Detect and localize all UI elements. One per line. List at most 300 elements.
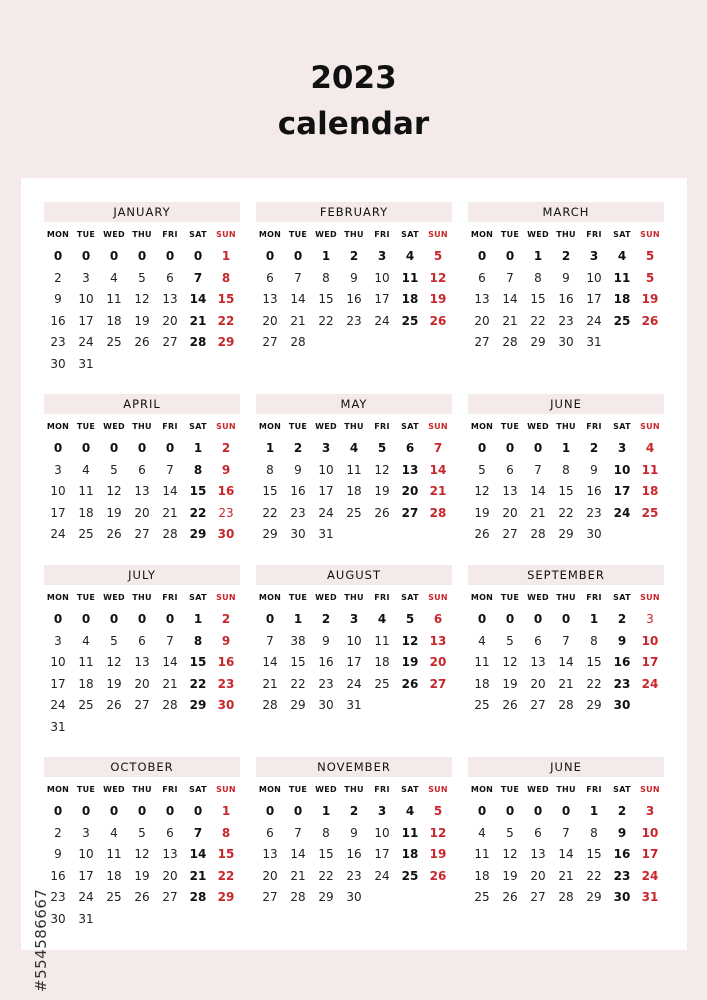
day-cell: 14 — [502, 292, 518, 306]
day-cell — [212, 909, 240, 931]
weekday-label: SUN — [428, 593, 448, 602]
week-row — [256, 674, 452, 696]
day-cell: 27 — [474, 335, 490, 349]
weekday-label: SUN — [428, 785, 448, 794]
weekday-label: FRI — [162, 422, 178, 431]
weekday-row — [468, 420, 664, 434]
day-cell: 2 — [321, 612, 331, 626]
week-row — [468, 695, 664, 717]
day-cell: 1 — [193, 612, 203, 626]
week-row — [44, 609, 240, 631]
day-cell: 17 — [374, 292, 390, 306]
day-cell: 11 — [374, 633, 390, 648]
weekday-label: MON — [470, 593, 494, 602]
day-cell: 0 — [81, 804, 91, 818]
day-cell: 24 — [346, 676, 362, 691]
day-cell: 5 — [645, 270, 655, 285]
day-cell: 27 — [530, 698, 546, 712]
day-cell: 5 — [377, 441, 387, 455]
day-cell: 29 — [217, 890, 235, 904]
day-cell: 21 — [502, 313, 518, 328]
day-cell: 13 — [474, 292, 490, 306]
weekday-label: THU — [556, 230, 576, 239]
weekday-label: WED — [315, 785, 337, 794]
day-cell: 12 — [134, 292, 150, 306]
day-cell: 0 — [293, 249, 303, 263]
day-cell — [368, 695, 396, 717]
week-row — [468, 801, 664, 823]
day-cell: 27 — [429, 676, 447, 691]
week-row — [468, 823, 664, 845]
day-cell: 29 — [290, 698, 306, 712]
month-block — [44, 394, 240, 546]
week-row — [468, 866, 664, 888]
month-block — [468, 394, 664, 546]
day-cell: 20 — [162, 868, 178, 883]
day-cell: 25 — [106, 890, 122, 904]
weekday-label: THU — [132, 230, 152, 239]
day-cell: 0 — [165, 804, 175, 818]
day-cell: 9 — [590, 462, 598, 477]
day-cell: 1 — [221, 804, 231, 818]
day-cell: 15 — [217, 292, 235, 306]
day-cell: 10 — [641, 825, 659, 840]
weekday-row — [44, 420, 240, 434]
week-row — [44, 354, 240, 376]
day-cell: 15 — [586, 847, 602, 861]
day-cell: 28 — [290, 890, 306, 904]
weekday-label: WED — [103, 785, 125, 794]
day-cell: 5 — [138, 270, 146, 285]
week-row — [468, 481, 664, 503]
day-cell: 30 — [586, 527, 602, 541]
week-row — [44, 866, 240, 888]
day-cell: 17 — [78, 313, 94, 328]
day-cell: 31 — [50, 719, 66, 734]
day-cell: 19 — [134, 868, 150, 883]
weekday-label: FRI — [586, 785, 602, 794]
day-cell: 0 — [533, 612, 543, 626]
day-cell: 29 — [262, 527, 278, 541]
day-cell — [212, 717, 240, 739]
day-cell: 6 — [433, 612, 443, 626]
weekday-label: FRI — [586, 593, 602, 602]
week-row — [44, 332, 240, 354]
week-row — [256, 332, 452, 354]
day-cell — [128, 717, 156, 739]
weekday-label: FRI — [162, 230, 178, 239]
weekday-label: MON — [258, 593, 282, 602]
day-cell: 10 — [318, 462, 334, 477]
month-name: NOVEMBER — [256, 757, 452, 777]
day-cell — [184, 354, 212, 376]
day-cell: 0 — [533, 804, 543, 818]
day-cell: 0 — [53, 249, 63, 263]
weekday-row — [256, 591, 452, 605]
week-row — [256, 823, 452, 845]
day-cell: 19 — [502, 868, 518, 883]
day-cell: 20 — [262, 868, 278, 883]
day-cell: 0 — [109, 804, 119, 818]
weekday-row — [468, 783, 664, 797]
day-cell: 38 — [290, 633, 306, 648]
day-cell: 29 — [558, 527, 574, 541]
day-cell — [312, 332, 340, 354]
day-cell: 8 — [322, 825, 330, 840]
day-cell: 3 — [54, 633, 62, 648]
weekday-label: SAT — [613, 785, 631, 794]
day-cell: 2 — [349, 249, 359, 263]
day-cell: 8 — [266, 462, 274, 477]
day-cell: 11 — [78, 484, 94, 498]
month-block — [468, 757, 664, 909]
day-cell: 4 — [110, 825, 118, 840]
day-cell: 26 — [474, 527, 490, 541]
day-cell: 19 — [641, 292, 659, 306]
day-cell: 13 — [162, 847, 178, 861]
day-cell: 13 — [401, 462, 419, 477]
day-cell: 19 — [429, 847, 447, 861]
weekday-label: SUN — [640, 785, 660, 794]
weekday-label: SUN — [640, 593, 660, 602]
day-cell: 16 — [613, 655, 631, 669]
day-cell: 6 — [266, 270, 274, 285]
weekday-row — [44, 783, 240, 797]
month-block — [256, 757, 452, 909]
day-cell: 25 — [613, 313, 631, 328]
weekday-label: MON — [46, 422, 70, 431]
week-row — [256, 481, 452, 503]
weekday-label: MON — [258, 785, 282, 794]
week-row — [44, 268, 240, 290]
day-cell: 0 — [265, 249, 275, 263]
day-cell: 29 — [586, 698, 602, 712]
day-cell: 12 — [374, 462, 390, 477]
day-cell: 0 — [477, 249, 487, 263]
weekday-label: TUE — [76, 230, 96, 239]
day-cell: 27 — [134, 527, 150, 541]
day-cell: 15 — [217, 847, 235, 861]
day-cell: 6 — [166, 825, 174, 840]
day-cell: 30 — [217, 698, 235, 712]
weekday-row — [468, 228, 664, 242]
weekday-label: THU — [344, 422, 364, 431]
weekday-label: FRI — [586, 230, 602, 239]
week-row — [256, 289, 452, 311]
day-cell: 23 — [613, 676, 631, 691]
day-cell: 9 — [54, 292, 62, 306]
day-cell: 26 — [641, 313, 659, 328]
day-cell: 21 — [290, 868, 306, 883]
day-cell: 16 — [318, 655, 334, 669]
weekday-label: SUN — [428, 422, 448, 431]
day-cell: 1 — [193, 441, 203, 455]
weekday-label: SAT — [401, 593, 419, 602]
day-cell — [128, 354, 156, 376]
day-cell: 0 — [165, 441, 175, 455]
day-cell: 15 — [189, 484, 207, 498]
day-cell: 25 — [78, 527, 94, 541]
day-cell — [184, 909, 212, 931]
day-cell: 18 — [78, 676, 94, 691]
day-cell: 16 — [217, 655, 235, 669]
day-cell: 18 — [474, 676, 490, 691]
weekday-label: THU — [132, 593, 152, 602]
day-cell: 13 — [162, 292, 178, 306]
day-cell: 0 — [533, 441, 543, 455]
day-cell: 30 — [290, 527, 306, 541]
day-cell: 15 — [530, 292, 546, 306]
week-row — [44, 481, 240, 503]
week-row — [44, 823, 240, 845]
weekday-label: THU — [344, 593, 364, 602]
day-cell: 10 — [374, 825, 390, 840]
day-cell: 28 — [262, 698, 278, 712]
day-cell: 21 — [429, 484, 447, 498]
day-cell — [72, 717, 100, 739]
day-cell: 4 — [617, 249, 627, 263]
day-cell: 25 — [374, 676, 390, 691]
day-cell: 4 — [82, 462, 90, 477]
day-cell: 26 — [401, 676, 419, 691]
day-cell: 7 — [433, 441, 443, 455]
day-cell: 8 — [590, 825, 598, 840]
day-cell: 23 — [290, 505, 306, 520]
week-row — [468, 844, 664, 866]
week-row — [468, 503, 664, 525]
day-cell: 31 — [641, 890, 659, 904]
day-cell: 14 — [189, 847, 207, 861]
day-cell: 14 — [290, 847, 306, 861]
day-cell: 2 — [221, 441, 231, 455]
day-cell: 27 — [162, 890, 178, 904]
day-cell: 6 — [506, 462, 514, 477]
week-row — [256, 503, 452, 525]
weekday-label: SUN — [216, 785, 236, 794]
weekday-label: SUN — [640, 422, 660, 431]
weekday-row — [256, 420, 452, 434]
day-cell: 25 — [346, 505, 362, 520]
day-cell: 17 — [641, 655, 659, 669]
day-cell: 2 — [293, 441, 303, 455]
month-block — [468, 565, 664, 717]
day-cell: 12 — [474, 484, 490, 498]
day-cell: 11 — [613, 270, 631, 285]
day-cell — [608, 332, 636, 354]
week-row — [44, 909, 240, 931]
week-row — [256, 695, 452, 717]
day-cell: 15 — [586, 655, 602, 669]
day-cell: 24 — [78, 335, 94, 349]
day-cell: 22 — [217, 868, 235, 883]
day-cell: 6 — [266, 825, 274, 840]
day-cell: 24 — [374, 313, 390, 328]
day-cell: 15 — [262, 484, 278, 498]
day-cell: 19 — [106, 505, 122, 520]
day-cell: 30 — [217, 527, 235, 541]
day-cell: 3 — [321, 441, 331, 455]
day-cell: 8 — [562, 462, 570, 477]
day-cell: 14 — [189, 292, 207, 306]
day-cell: 6 — [138, 633, 146, 648]
day-cell: 20 — [162, 313, 178, 328]
week-row — [44, 438, 240, 460]
day-cell: 4 — [478, 633, 486, 648]
weekday-label: TUE — [288, 422, 308, 431]
week-row — [256, 268, 452, 290]
weekday-row — [256, 228, 452, 242]
day-cell: 25 — [474, 890, 490, 904]
month-block — [468, 202, 664, 354]
day-cell: 7 — [193, 270, 203, 285]
weekday-label: WED — [103, 593, 125, 602]
day-cell: 24 — [50, 698, 66, 712]
month-name: APRIL — [44, 394, 240, 414]
side-id-text: #554586667 — [32, 888, 50, 992]
day-cell: 10 — [50, 655, 66, 669]
weekday-label: WED — [315, 593, 337, 602]
weekday-label: FRI — [374, 422, 390, 431]
weekday-label: TUE — [500, 785, 520, 794]
weekday-label: SUN — [428, 230, 448, 239]
day-cell: 4 — [349, 441, 359, 455]
day-cell: 22 — [530, 313, 546, 328]
day-cell: 2 — [54, 270, 62, 285]
month-block — [256, 202, 452, 354]
weekday-label: MON — [46, 593, 70, 602]
day-cell: 5 — [478, 462, 486, 477]
day-cell: 26 — [134, 890, 150, 904]
day-cell: 3 — [82, 825, 90, 840]
day-cell: 16 — [50, 313, 66, 328]
week-row — [256, 438, 452, 460]
weekday-label: SAT — [613, 593, 631, 602]
week-row — [44, 311, 240, 333]
day-cell: 1 — [321, 249, 331, 263]
weekday-label: TUE — [76, 422, 96, 431]
day-cell: 21 — [262, 676, 278, 691]
day-cell: 6 — [534, 825, 542, 840]
day-cell: 17 — [50, 505, 66, 520]
day-cell: 5 — [110, 462, 118, 477]
day-cell: 12 — [429, 270, 447, 285]
day-cell: 11 — [106, 292, 122, 306]
week-row — [44, 524, 240, 546]
day-cell: 23 — [346, 868, 362, 883]
day-cell: 11 — [106, 847, 122, 861]
day-cell: 0 — [81, 441, 91, 455]
week-row — [468, 652, 664, 674]
day-cell: 24 — [318, 505, 334, 520]
day-cell: 0 — [505, 804, 515, 818]
day-cell: 18 — [78, 505, 94, 520]
day-cell — [368, 887, 396, 909]
day-cell: 30 — [346, 890, 362, 904]
day-cell: 21 — [162, 676, 178, 691]
day-cell: 3 — [646, 612, 654, 626]
week-row — [256, 844, 452, 866]
weekday-label: SAT — [401, 230, 419, 239]
day-cell — [128, 909, 156, 931]
day-cell — [156, 354, 184, 376]
weekday-label: SAT — [189, 230, 207, 239]
day-cell: 26 — [134, 335, 150, 349]
day-cell: 30 — [613, 698, 631, 712]
day-cell: 0 — [109, 612, 119, 626]
weekday-label: SAT — [189, 422, 207, 431]
day-cell: 0 — [505, 612, 515, 626]
weekday-label: TUE — [288, 230, 308, 239]
weekday-label: TUE — [288, 593, 308, 602]
weekday-label: THU — [132, 785, 152, 794]
day-cell: 8 — [221, 825, 231, 840]
calendar-year: 2023 — [310, 60, 397, 96]
day-cell: 13 — [262, 292, 278, 306]
day-cell: 28 — [189, 890, 207, 904]
day-cell: 8 — [193, 633, 203, 648]
day-cell: 14 — [290, 292, 306, 306]
weekday-label: WED — [103, 422, 125, 431]
day-cell: 18 — [106, 313, 122, 328]
week-row — [468, 289, 664, 311]
day-cell: 12 — [401, 633, 419, 648]
week-row — [44, 674, 240, 696]
day-cell: 20 — [502, 505, 518, 520]
weekday-label: SUN — [640, 230, 660, 239]
day-cell: 13 — [429, 633, 447, 648]
day-cell: 29 — [189, 527, 207, 541]
week-row — [468, 631, 664, 653]
day-cell: 0 — [165, 612, 175, 626]
day-cell: 19 — [474, 505, 490, 520]
side-id-container — [15, 760, 50, 992]
day-cell: 18 — [374, 655, 390, 669]
day-cell — [396, 524, 424, 546]
day-cell: 21 — [189, 313, 207, 328]
day-cell: 9 — [617, 633, 627, 648]
day-cell: 13 — [530, 847, 546, 861]
day-cell: 0 — [137, 612, 147, 626]
day-cell: 22 — [189, 505, 207, 520]
week-row — [468, 332, 664, 354]
day-cell: 12 — [106, 655, 122, 669]
day-cell: 14 — [429, 462, 447, 477]
day-cell: 27 — [134, 698, 150, 712]
day-cell: 8 — [590, 633, 598, 648]
day-cell — [368, 332, 396, 354]
day-cell: 0 — [53, 804, 63, 818]
weekday-label: THU — [556, 785, 576, 794]
day-cell: 23 — [50, 890, 66, 904]
day-cell: 18 — [401, 292, 419, 306]
day-cell: 28 — [502, 335, 518, 349]
day-cell: 16 — [586, 484, 602, 498]
day-cell: 5 — [433, 804, 443, 818]
day-cell: 8 — [221, 270, 231, 285]
day-cell: 24 — [374, 868, 390, 883]
day-cell: 6 — [405, 441, 415, 455]
day-cell: 16 — [346, 847, 362, 861]
day-cell: 26 — [106, 527, 122, 541]
day-cell: 28 — [558, 890, 574, 904]
day-cell: 22 — [558, 505, 574, 520]
day-cell: 26 — [106, 698, 122, 712]
day-cell: 18 — [401, 847, 419, 861]
day-cell: 7 — [294, 270, 302, 285]
day-cell: 3 — [377, 804, 387, 818]
day-cell: 10 — [613, 462, 631, 477]
day-cell: 22 — [318, 868, 334, 883]
